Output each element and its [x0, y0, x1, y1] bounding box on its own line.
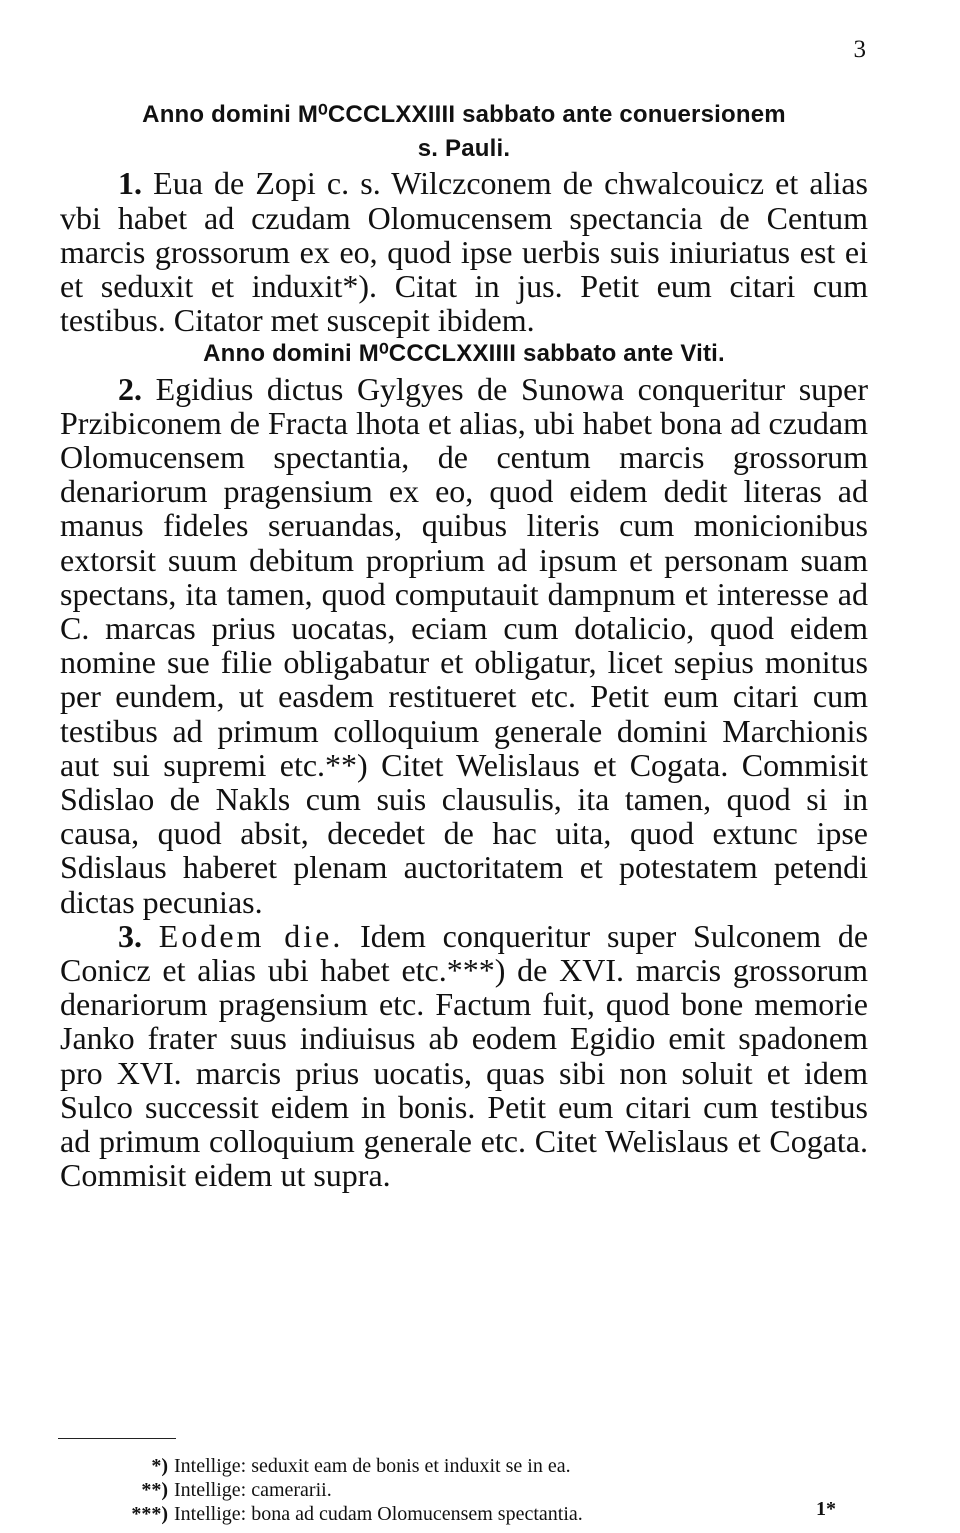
entry-1-number: 1.: [118, 165, 142, 202]
footnote-3-text: Intellige: bona ad cudam Olomucensem spectantia.: [174, 1503, 583, 1525]
footnote-3-mark: ***): [131, 1503, 168, 1525]
footnote-2: [60, 1478, 868, 1502]
sheet-signature: 1*: [816, 1498, 836, 1520]
entry-2-number: 2.: [118, 370, 142, 407]
entry-2: [60, 372, 868, 919]
main-text: [60, 98, 868, 1193]
entry-3-number: 3.: [118, 917, 142, 954]
footnote-2-text: Intellige: camerarii.: [174, 1479, 332, 1501]
entry-1-text: Eua de Zopi c. s. Wilczconem de chwalcouicz et alias vbi habet ad czudam Olomucensem spectancia de Centum marcis grossorum ex eo, quod ipse uerbis suis iniuriatus est ei et seduxit et induxit*). Citat in jus. Petit eum citari cum testibus. Citator met suscepit ibidem.: [60, 165, 869, 339]
footnote-2-mark: **): [141, 1479, 168, 1501]
section-heading-1: [60, 98, 868, 166]
entry-3-text: Idem conqueritur super Sulconem de Conicz et alias ubi habet etc.***) de XVI. marcis grossorum denariorum pragensium etc. Factum fuit, quod bone memorie Janko frater suus indiuisus ab eodem Egidio emit spadonem pro XVI. marcis prius uocatis, quas sibi non soluit et idem Sulco successit eidem in bonis. Petit eum citari cum testibus ad primum colloquium generale etc. Citet Welislaus et Cogata. Commisit eidem ut supra.: [60, 917, 869, 1194]
section-heading-1-line1: Anno domini M⁰CCCLXXIIII sabbato ante conuersionem: [142, 101, 786, 128]
entry-3: [60, 919, 868, 1193]
footnote-3: [60, 1502, 868, 1526]
footnote-1: [60, 1454, 868, 1478]
footnotes: [60, 1454, 868, 1526]
entry-2-text: Egidius dictus Gylgyes de Sunowa conqueritur super Przibiconem de Fracta lhota et alias, ubi habet bona ad czudam Olomucensem spectantia, de centum marcis grossorum denariorum pragensium ex eo, quod eidem dedit literas ad manus fideles seruandas, quibus literis cum monicionibus extorsit suum debitum proprium ad ipsum et personam suam spectans, ita tamen, quod computauit dampnum et interesse ad C. marcas prius uocatas, eciam cum dotalicio, quod eidem nomine sue filie obligabatur et obligatur, licet sepius monitus per eundem, ut easdem restitueret etc. Petit eum citari cum testibus ad primum colloquium generale domini Marchionis aut sui supremi etc.**) Citet Welislaus et Cogata. Commisit Sdislao de Nakls cum suis clausulis, ita tamen, quod si in causa, quod absit, decedet de hac uita, quod extunc ipse Sdislaus haberet plenam auctoritatem et potestatem petendi dictas pecunias.: [60, 370, 869, 920]
section-heading-2: Anno domini M⁰CCCLXXIIII sabbato ante Viti.: [203, 340, 725, 368]
footnote-1-mark: *): [151, 1455, 168, 1477]
page-number: 3: [853, 36, 866, 63]
section-heading-1-line2: s. Pauli.: [417, 135, 511, 163]
entry-3-lead: Eodem die.: [158, 917, 344, 954]
footnote-1-text: Intellige: seduxit eam de bonis et induxit se in ea.: [174, 1455, 571, 1477]
entry-1: [60, 166, 868, 337]
footnote-rule: [58, 1438, 176, 1439]
